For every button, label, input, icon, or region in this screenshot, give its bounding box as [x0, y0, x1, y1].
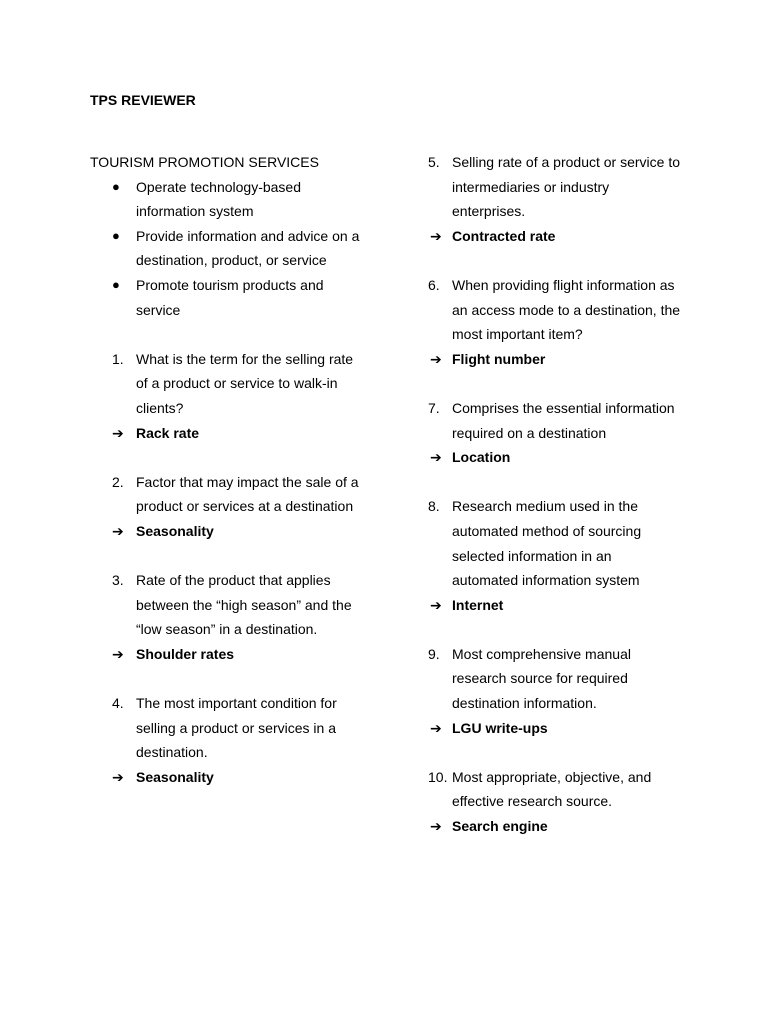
question-text-line: between the “high season” and the — [136, 596, 352, 613]
question-text-line: an access mode to a destination, the — [452, 301, 681, 318]
question-number: 7. — [428, 399, 440, 416]
arrow-right-icon: ➔ — [430, 818, 442, 835]
arrow-right-icon: ➔ — [430, 449, 442, 466]
question-number: 3. — [112, 572, 124, 589]
bullet-item — [90, 273, 380, 322]
answer-item — [90, 519, 380, 544]
question-number: 4. — [112, 695, 124, 712]
answer-item — [426, 814, 691, 839]
question-text-line: of a product or service to walk-in — [136, 375, 338, 392]
question-text-line: research source for required — [452, 670, 628, 687]
arrow-right-icon: ➔ — [430, 719, 442, 736]
answer-text: Rack rate — [136, 424, 200, 441]
question-text-line: enterprises. — [452, 203, 526, 220]
question-text-line: When providing flight information as — [452, 276, 675, 293]
bullet-list — [90, 175, 380, 323]
question-item — [90, 470, 380, 519]
question-text-line: destination. — [136, 744, 208, 761]
question-text-line: Most appropriate, objective, and — [452, 768, 652, 785]
bullet-text-line: Operate technology-based — [136, 178, 301, 195]
question-text-line: Factor that may impact the sale of a — [136, 473, 359, 490]
question-text-line: Most comprehensive manual — [452, 645, 631, 662]
question-number: 2. — [112, 473, 124, 490]
question-item — [426, 642, 691, 716]
question-text-line: most important item? — [452, 326, 583, 343]
question-number: 10. — [428, 768, 448, 785]
answer-text: LGU write-ups — [452, 719, 548, 736]
question-text-line: clients? — [136, 399, 184, 416]
bullet-text-line: service — [136, 301, 181, 318]
question-text-line: selling a product or services in a — [136, 719, 336, 736]
question-item — [90, 568, 380, 642]
answer-item — [90, 642, 380, 667]
question-text-line: What is the term for the selling rate — [136, 350, 354, 367]
question-text-line: Comprises the essential information — [452, 399, 675, 416]
bullet-text-line: destination, product, or service — [136, 252, 327, 269]
left-column — [90, 150, 380, 789]
section-heading: TOURISM PROMOTION SERVICES — [90, 154, 319, 170]
bullet-dot-icon: ● — [112, 178, 120, 194]
question-number: 8. — [428, 498, 440, 515]
arrow-right-icon: ➔ — [112, 522, 124, 539]
answer-item — [426, 716, 691, 741]
answer-item — [426, 347, 691, 372]
answer-text: Search engine — [452, 818, 548, 835]
question-text-line: destination information. — [452, 695, 597, 712]
answer-text: Seasonality — [136, 768, 214, 785]
answer-item — [426, 224, 691, 249]
bullet-item — [90, 224, 380, 273]
question-text-line: automated information system — [452, 572, 640, 589]
question-text-line: intermediaries or industry — [452, 178, 610, 195]
answer-text: Seasonality — [136, 522, 214, 539]
bullet-text-line: Promote tourism products and — [136, 276, 324, 293]
question-text-line: Rate of the product that applies — [136, 572, 331, 589]
bullet-dot-icon: ● — [112, 227, 120, 243]
question-number: 6. — [428, 276, 440, 293]
answer-text: Location — [452, 449, 511, 466]
question-item — [426, 273, 691, 347]
arrow-right-icon: ➔ — [112, 768, 124, 785]
question-number: 1. — [112, 350, 124, 367]
arrow-right-icon: ➔ — [430, 596, 442, 613]
question-text-line: effective research source. — [452, 793, 613, 810]
answer-text: Contracted rate — [452, 227, 556, 244]
question-text-line: product or services at a destination — [136, 498, 354, 515]
bullet-text-line: Provide information and advice on a — [136, 227, 360, 244]
bullet-dot-icon: ● — [112, 276, 120, 292]
question-text-line: “low season” in a destination. — [136, 621, 318, 638]
question-item — [90, 347, 380, 421]
question-text-line: required on a destination — [452, 424, 607, 441]
answer-text: Flight number — [452, 350, 546, 367]
question-number: 5. — [428, 154, 440, 170]
question-item — [90, 691, 380, 765]
question-item — [426, 494, 691, 592]
question-text-line: Research medium used in the — [452, 498, 638, 515]
question-item — [426, 150, 691, 224]
document-title: TPS REVIEWER — [90, 92, 196, 108]
question-item — [426, 396, 691, 445]
arrow-right-icon: ➔ — [112, 424, 124, 441]
bullet-text-line: information system — [136, 203, 254, 220]
arrow-right-icon: ➔ — [112, 645, 124, 662]
question-text-line: Selling rate of a product or service to — [452, 154, 681, 170]
question-text-line: The most important condition for — [136, 695, 337, 712]
arrow-right-icon: ➔ — [430, 227, 442, 244]
answer-text: Shoulder rates — [136, 645, 235, 662]
right-column — [426, 150, 691, 839]
question-number: 9. — [428, 645, 440, 662]
answer-item — [90, 765, 380, 790]
bullet-item — [90, 175, 380, 224]
answer-item — [426, 593, 691, 618]
answer-item — [90, 421, 380, 446]
question-item — [426, 765, 691, 814]
question-text-line: selected information in an — [452, 547, 612, 564]
question-text-line: automated method of sourcing — [452, 522, 642, 539]
answer-item — [426, 445, 691, 470]
answer-text: Internet — [452, 596, 504, 613]
arrow-right-icon: ➔ — [430, 350, 442, 367]
